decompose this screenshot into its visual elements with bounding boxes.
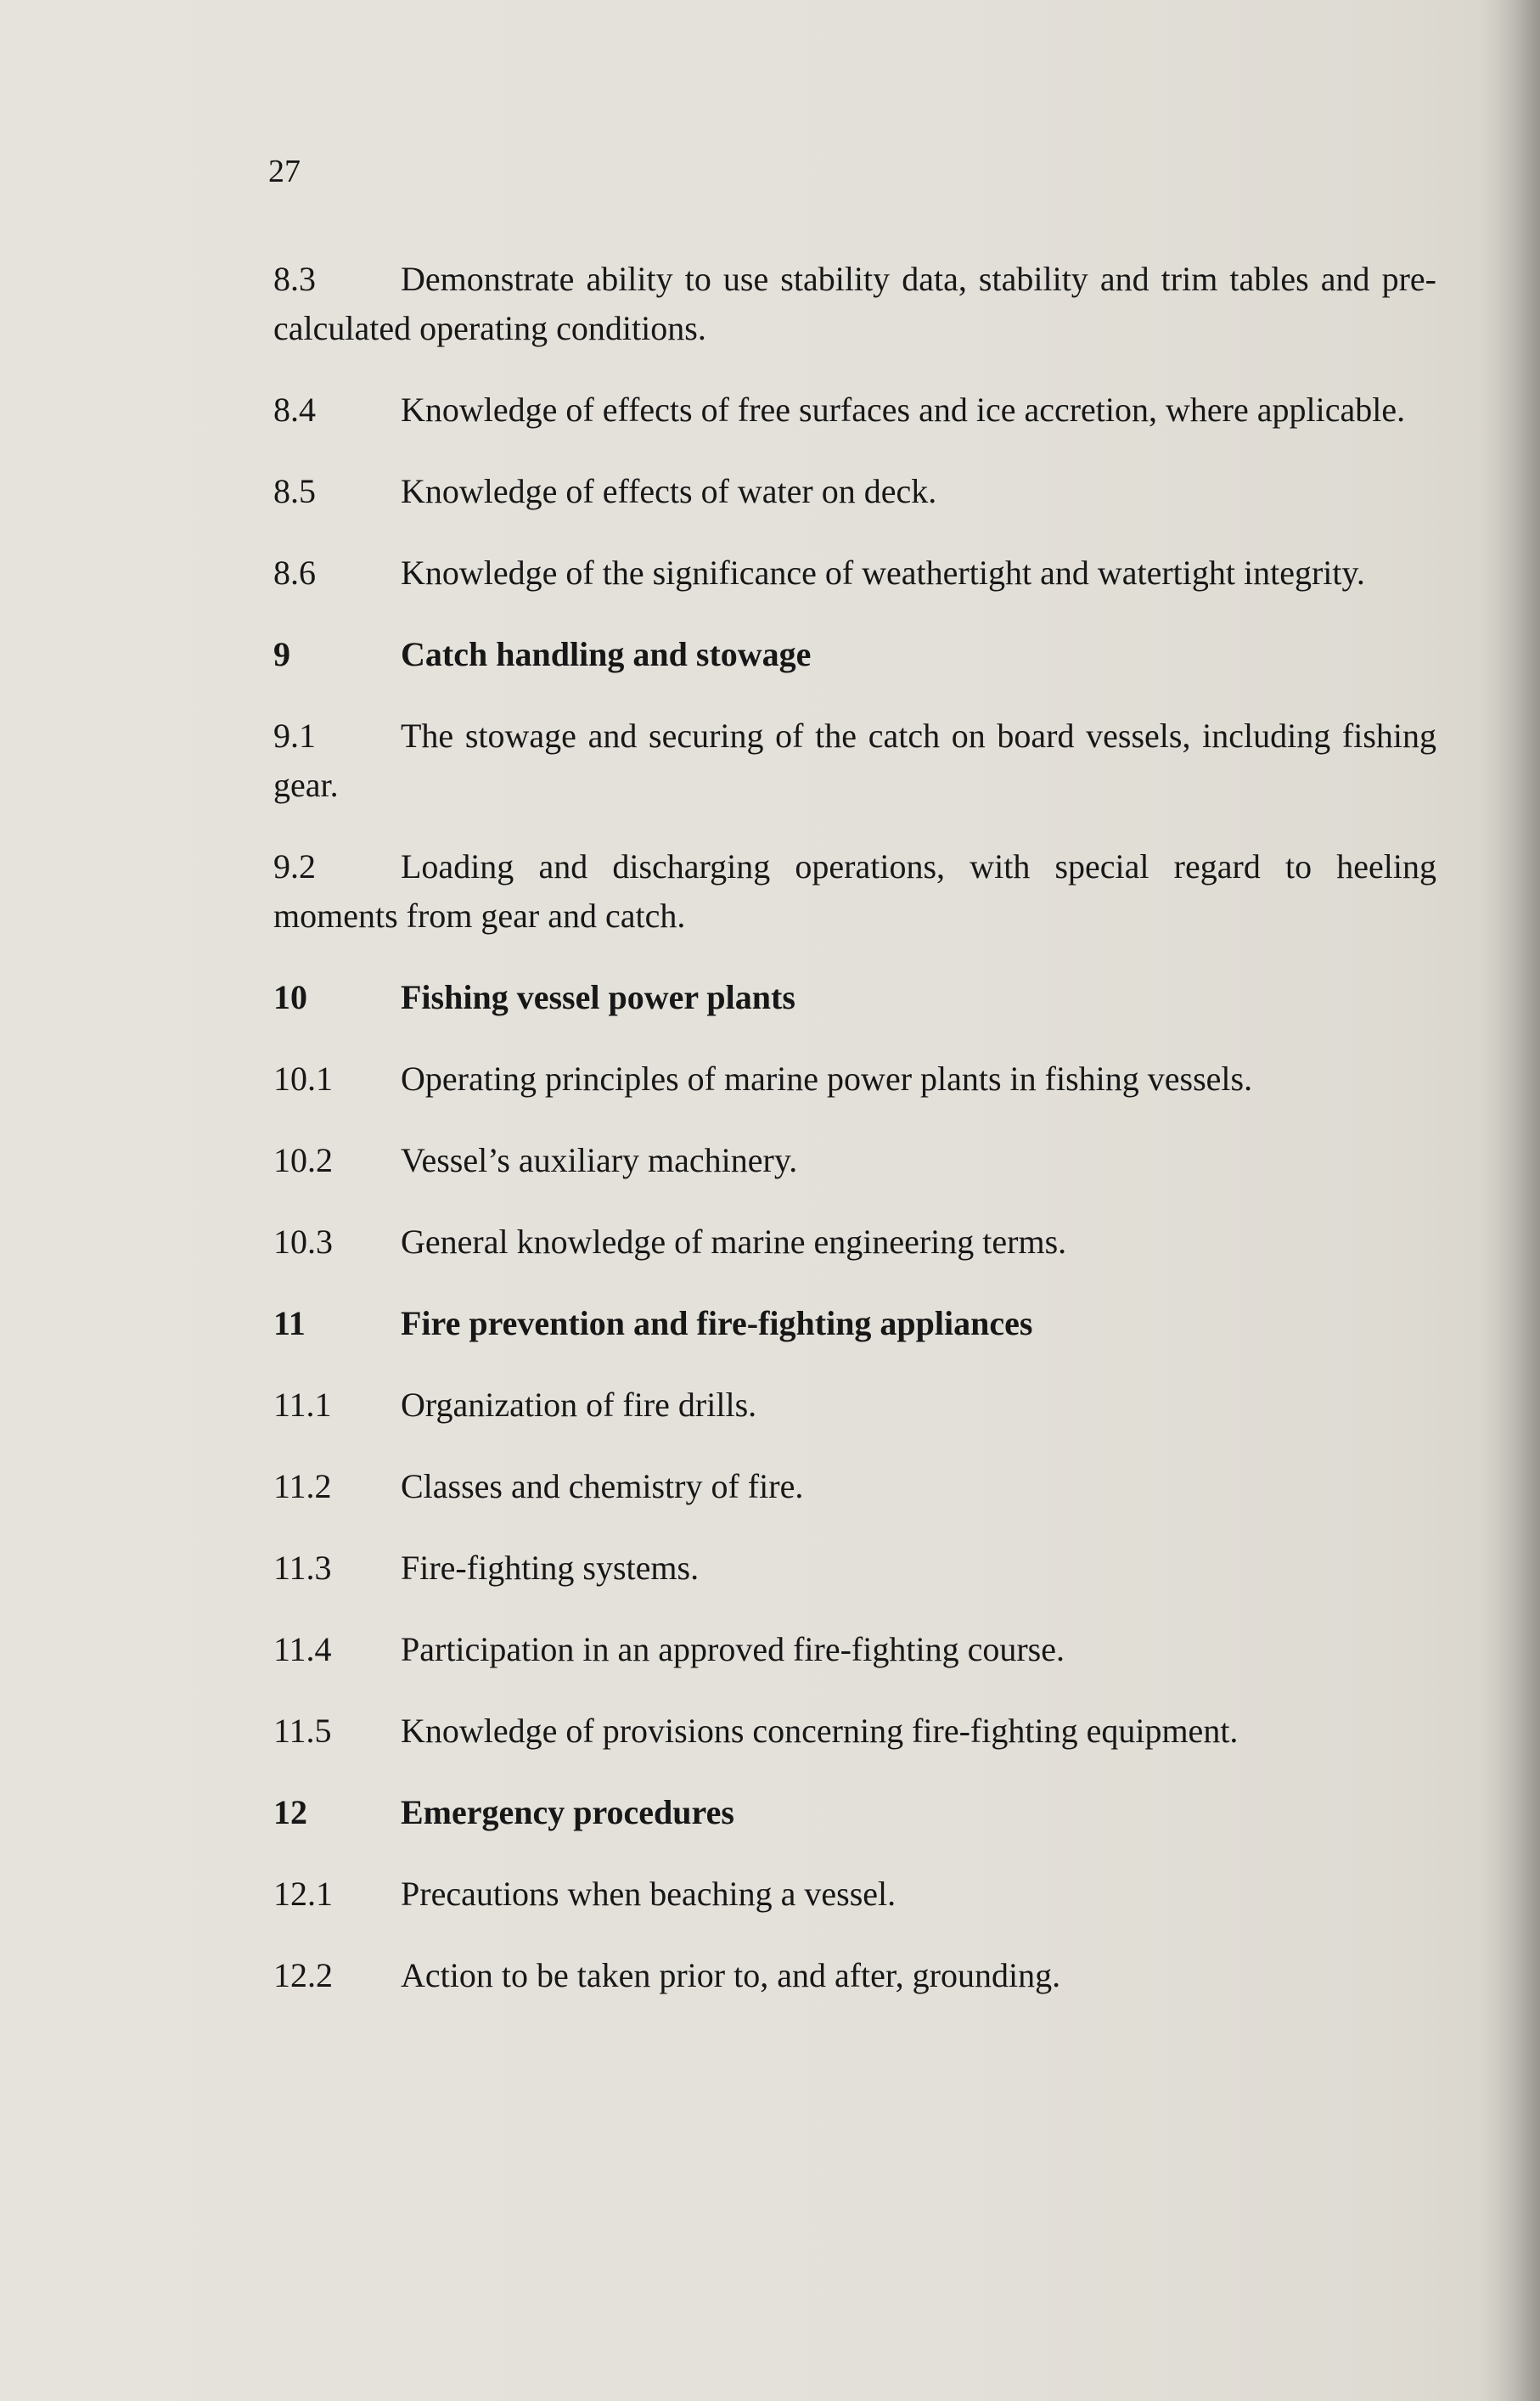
item-number: 11.2 [273, 1467, 332, 1505]
list-item-11-1 [273, 1380, 1436, 1430]
section-heading-9 [273, 630, 1436, 679]
item-number: 10.1 [273, 1060, 333, 1098]
item-text: Knowledge of provisions concerning fire-fighting equipment. [401, 1712, 1239, 1750]
item-number: 8.5 [273, 472, 316, 510]
page-number: 27 [268, 154, 301, 189]
section-number: 9 [273, 635, 290, 673]
item-number: 9.2 [273, 847, 316, 886]
item-number: 12.2 [273, 1956, 333, 1994]
item-text: Loading and discharging operations, with special regard to heeling moments from gear and catch. [273, 847, 1436, 935]
item-text: Vessel’s auxiliary machinery. [401, 1141, 798, 1179]
item-text: Knowledge of effects of free surfaces and ice accretion, where applicable. [401, 391, 1406, 429]
item-number: 11.3 [273, 1549, 332, 1587]
item-number: 8.6 [273, 554, 316, 592]
item-number: 9.1 [273, 717, 316, 755]
list-item-8-6 [273, 548, 1436, 598]
section-heading-10 [273, 973, 1436, 1022]
list-item-10-2 [273, 1136, 1436, 1185]
item-text: The stowage and securing of the catch on board vessels, including fishing gear. [273, 717, 1436, 804]
item-number: 8.4 [273, 391, 316, 429]
page-content [273, 255, 1436, 2033]
section-heading-11 [273, 1299, 1436, 1348]
list-item-8-5 [273, 467, 1436, 516]
item-text: Knowledge of the significance of weathertight and watertight integrity. [401, 554, 1365, 592]
list-item-8-3 [273, 255, 1436, 353]
list-item-10-1 [273, 1054, 1436, 1104]
list-item-11-3 [273, 1544, 1436, 1593]
list-item-11-5 [273, 1707, 1436, 1756]
item-text: Knowledge of effects of water on deck. [401, 472, 937, 510]
list-item-12-2 [273, 1951, 1436, 2000]
list-item-11-2 [273, 1462, 1436, 1511]
list-item-8-4 [273, 385, 1436, 435]
item-text: Participation in an approved fire-fighting course. [401, 1630, 1065, 1668]
list-item-11-4 [273, 1625, 1436, 1674]
item-text: Precautions when beaching a vessel. [401, 1875, 896, 1913]
item-text: Organization of fire drills. [401, 1386, 757, 1424]
binding-edge-shadow [1481, 0, 1540, 2401]
item-number: 10.2 [273, 1141, 333, 1179]
item-text: Action to be taken prior to, and after, grounding. [401, 1956, 1061, 1994]
item-text: General knowledge of marine engineering terms. [401, 1223, 1067, 1261]
section-title: Fishing vessel power plants [401, 978, 795, 1016]
section-number: 11 [273, 1304, 306, 1342]
item-number: 11.4 [273, 1630, 332, 1668]
section-heading-12 [273, 1788, 1436, 1837]
item-number: 10.3 [273, 1223, 333, 1261]
section-title: Fire prevention and fire-fighting appliances [401, 1304, 1033, 1342]
list-item-10-3 [273, 1217, 1436, 1267]
item-text: Operating principles of marine power plants in fishing vessels. [401, 1060, 1253, 1098]
item-number: 11.1 [273, 1386, 332, 1424]
list-item-9-2 [273, 842, 1436, 941]
section-number: 12 [273, 1793, 307, 1831]
item-text: Fire-fighting systems. [401, 1549, 700, 1587]
item-number: 12.1 [273, 1875, 333, 1913]
item-text: Demonstrate ability to use stability data, stability and trim tables and pre-calculated operating conditions. [273, 260, 1436, 347]
item-number: 11.5 [273, 1712, 332, 1750]
list-item-12-1 [273, 1870, 1436, 1919]
list-item-9-1 [273, 711, 1436, 810]
section-title: Emergency procedures [401, 1793, 734, 1831]
item-text: Classes and chemistry of fire. [401, 1467, 804, 1505]
section-number: 10 [273, 978, 307, 1016]
item-number: 8.3 [273, 260, 316, 298]
section-title: Catch handling and stowage [401, 635, 812, 673]
